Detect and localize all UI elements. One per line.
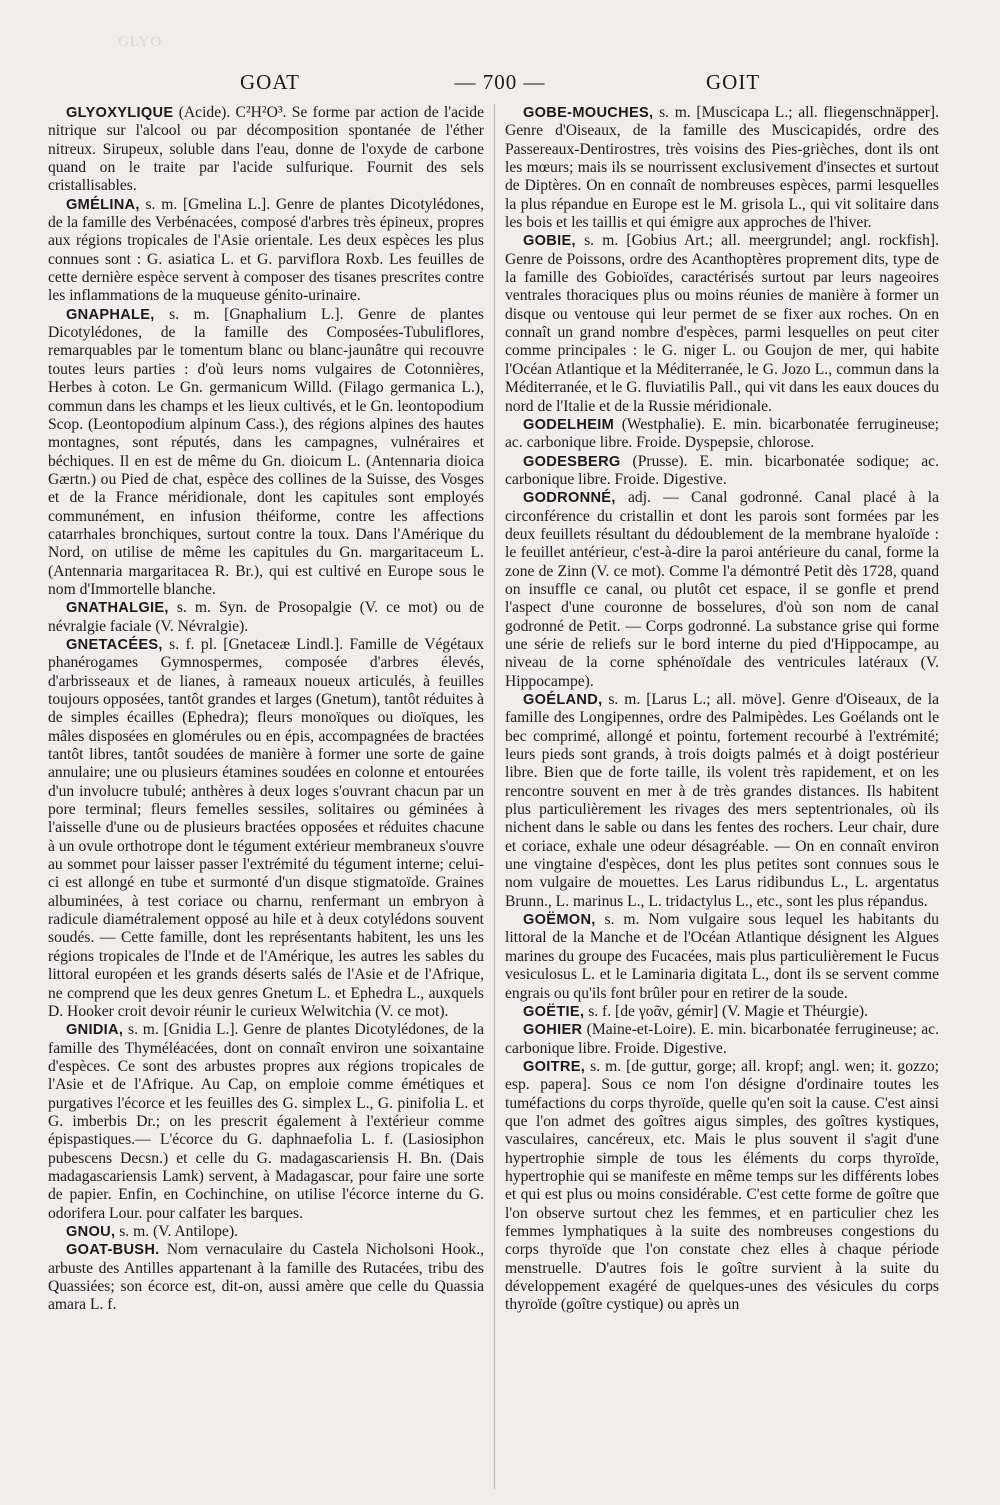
definition: s. m. (V. Antilope).	[115, 1222, 239, 1240]
page-number: — 700 —	[454, 70, 546, 94]
entry-gnathalgie	[48, 599, 484, 636]
entry-goat-bush	[48, 1241, 484, 1314]
entry-gnou	[48, 1223, 484, 1241]
entry-gobe-mouches	[505, 104, 939, 232]
headword: GOAT-BUSH.	[66, 1242, 160, 1259]
headword: GNAPHALE,	[66, 306, 155, 323]
entry-goetie	[505, 1003, 939, 1021]
entry-goeland	[505, 691, 939, 911]
entry-godelheim	[505, 416, 939, 453]
definition: Nom vernaculaire du Castela Nicholsoni Hook., arbuste des Antilles appartenant à la famille des Rutacées, tribu des Quassiées; son écorce est, dit-on, aussi amère que celle du Quassia amara L. f.	[48, 1241, 484, 1314]
entry-godesberg	[505, 453, 939, 490]
definition: s. m. Syn. de Prosopalgie (V. ce mot) ou de névralgie faciale (V. Névralgie).	[48, 599, 484, 635]
entry-gmelina	[48, 196, 484, 306]
headword: GLYOXYLIQUE	[66, 105, 174, 121]
entry-gobie	[505, 232, 939, 415]
headword: GNETACÉES,	[66, 636, 163, 653]
definition: s. f. [de γοᾶν, gémir] (V. Magie et Théurgie).	[584, 1002, 868, 1020]
headword: GOHIER	[523, 1022, 583, 1039]
definition: s. m. [de guttur, gorge; all. kropf; angl. wen; it. gozzo; esp. papera]. Sous ce nom l'on désigne d'ordinaire toutes les tuméfactions du corps thyroïde, quelle qu'en soit la cause. C'est ainsi que l'on admet des goîtres aigus simples, des goîtres kystiques, vasculaires, cancéreux, etc. Mais le plus souvent il s'agit d'une hypertrophie simple de tous les éléments du corps thyroïde, hypertrophie qui se manifeste en même temps sur les différents lobes et qui est plus ou moins considérable. C'est cette forme de goître que l'on observe surtout chez les femmes, et en particulier chez les femmes lymphatiques à la suite des nombreuses congestions du corps thyroïde que l'on constate chez elles à chaque période menstruelle. D'autres fois le goître survient à la suite du développement exagéré de quelques-unes des vésicules du corps thyroïde (goître cystique) ou après un	[505, 1057, 939, 1314]
column-divider	[494, 104, 495, 1489]
entry-godronne	[505, 489, 939, 691]
entry-gnidia	[48, 1021, 484, 1223]
definition: s. m. [Gmelina L.]. Genre de plantes Dicotylédones, de la famille des Verbénacées, composé d'arbres très épineux, propres aux régions tropicales de l'Asie orientale. Les deux espèces les plus connues sont : G. asiatica L. et G. parviflora Roxb. Les feuilles de cette dernière espèce servent à composer des tisanes prescrites contre les inflammations de la muqueuse génito-urinaire.	[48, 195, 484, 305]
right-column	[505, 104, 939, 1494]
header-left-guide-word: GOAT	[240, 70, 300, 94]
definition: s. m. Nom vulgaire sous lequel les habitants du littoral de la Manche et de l'Océan Atlantique désignent les Algues marines du groupe des Fucacées, mais plus particulièrement le Fucus vesiculosus L. et le Laminaria digitata L., dont ils se servent comme engrais ou qu'ils font brûler pour en retirer de la soude.	[505, 911, 939, 1002]
entry-gohier	[505, 1021, 939, 1058]
headword: GODRONNÉ,	[523, 490, 616, 507]
headword: GODELHEIM	[523, 416, 615, 433]
running-header	[0, 70, 1000, 100]
left-column	[48, 104, 484, 1494]
definition: s. m. [Muscicapa L.; all. fliegenschnäpper]. Genre d'Oiseaux, de la famille des Muscicapidés, ordre des Passereaux-Dentirostres, très voisins des Pies-grièches, dont ils ont les mœurs; mais ils se nourrissent exclusivement d'insectes et surtout de Diptères. On en connaît de nombreuses espèces, parmi lesquelles la plus répandue en Europe est le M. grisola L., qui vit solitaire dans les bois et les taillis et qui émigre aux approches de l'hiver.	[505, 104, 939, 232]
entry-glyoxylique	[48, 104, 484, 196]
bleed-through-text: GLYO	[118, 34, 163, 50]
headword: GMÉLINA,	[66, 196, 140, 213]
definition: s. m. [Larus L.; all. möve]. Genre d'Oiseaux, de la famille des Longipennes, ordre des Palmipèdes. Les Goélands ont le bec comprimé, allongé et pointu, fortement recourbé à l'extrémité; leurs pieds sont grands, à trois doigts palmés et à doigt postérieur libre. Bien que de forte taille, ils volent très rapidement, et on les rencontre souvent en mer à de très grandes distances. Ils habitent plus particulièrement les rivages des mers septentrionales, où ils nichent dans le sable ou dans les fentes des rochers. Leur chair, dure et coriace, exhale une odeur désagréable. — On en connaît environ une vingtaine d'espèces, dont les plus petites sont connues sous le nom vulgaire de mouettes. Les Larus ridibundus L., L. argentatus Brunn., L. marinus L., L. tridactylus L., etc., sont les plus répandus.	[505, 691, 939, 910]
headword: GNATHALGIE,	[66, 600, 169, 617]
definition: adj. — Canal godronné. Canal placé à la circonférence du cristallin et dont les parois sont formées par les deux feuillets résultant du dédoublement de la membrane hyaloïde : le feuillet antérieur, c'est-à-dire la paroi antérieure du canal, forme la zone de Zinn (V. ce mot). Comme l'a démontré Petit dès 1728, quand on insuffle ce canal, ou plutôt cet espace, il se gonfle et prend l'aspect d'une couronne de bosselures, d'où son nom de canal godronné de Petit. — Corps godronné. La substance grise qui forme une série de reliefs sur le bord interne du pied d'Hippocampe, au niveau de la corne sphénoïdale des ventricules latéraux (V. Hippocampe).	[505, 489, 939, 690]
definition: (Westphalie). E. min. bicarbonatée ferrugineuse; ac. carbonique libre. Froide. Dyspepsie, chlorose.	[505, 415, 939, 452]
headword: GOËMON,	[523, 912, 596, 929]
headword: GOÉLAND,	[523, 692, 603, 708]
headword: GOBE-MOUCHES,	[523, 105, 654, 121]
headword: GODESBERG	[523, 453, 621, 470]
entry-goemon	[505, 911, 939, 1003]
entry-gnaphale	[48, 306, 484, 600]
headword: GNIDIA,	[66, 1022, 124, 1039]
header-right-guide-word: GOIT	[706, 70, 761, 94]
definition: (Maine-et-Loire). E. min. bicarbonatée ferrugineuse; ac. carbonique libre. Froide. Digestive.	[505, 1021, 939, 1057]
definition: s. m. [Gnaphalium L.]. Genre de plantes Dicotylédones, de la famille des Composées-Tubuliflores, remarquables par le tomentum blanc ou blanc-jaunâtre qui recouvre toutes leurs parties : d'où leurs noms vulgaires de Cotonnières, Herbes à coton. Le Gn. germanicum Willd. (Filago germanica L.), commun dans les champs et les lieux cultivés, et le Gn. leontopodium Scop. (Leontopodium alpinum Cass.), des régions alpines des hautes montagnes, sont réputés, dans les campagnes, vulnéraires et béchiques. Il en est de même du Gn. dioicum L. (Antennaria dioica Gærtn.) ou Pied de chat, espèce des collines de la Suisse, des Vosges et de la France méridionale, dont les capitules sont employés communément, en infusion théiforme, contre les affections catarrhales bronchiques, surtout contre la toux. Dans l'Amérique du Nord, on utilise de même les capitules du Gn. margaritaceum L. (Antennaria margaritacea R. Br.), qui est cultivé en Europe sous le nom d'Immortelle blanche.	[48, 305, 484, 598]
definition: (Acide). C²H²O³. Se forme par action de l'acide nitrique sur l'alcool ou par décomposition spontanée de l'éther nitreux. Sirupeux, soluble dans l'eau, donne de l'oxyde de carbone quand on le traite par l'acide sulfurique. Fournit des sels cristallisables.	[48, 104, 484, 195]
definition: s. f. pl. [Gnetaceæ Lindl.]. Famille de Végétaux phanérogames Gymnospermes, composée d'arbres élevés, d'arbrisseaux et de lianes, à rameaux noueux articulés, à feuilles toujours opposées, tantôt grandes et larges (Gnetum), tantôt réduites à de simples écailles (Ephedra); fleurs monoïques ou dioïques, les mâles disposées en glomérules ou en épis, accompagnées de bractées tantôt libres, tantôt soudées de manière à former une sorte de gaine annulaire; une ou plusieurs étamines soudées en colonne et entourées d'un involucre tubulé; anthères à deux loges s'ouvrant chacun par un pore terminal; fleurs femelles sessiles, solitaires ou géminées à l'aisselle d'une ou de plusieurs bractées opposées et réduites chacune à un ovule orthotrope dont le tégument extérieur membraneux s'ouvre au sommet pour laisser passer l'extrémité du tégument interne; celui-ci est allongé en tube et surmonté d'un disque stigmatoïde. Graines albuminées, à test coriace ou charnu, renfermant un embryon à radicule diamétralement opposé au hile et à deux cotylédons souvent soudés. — Cette famille, dont les représentants habitent, les uns les régions tropicales de l'Inde et de l'Amérique, les autres les sables du littoral européen et les grands déserts salés de l'Asie et de l'Afrique, ne comprend que les deux genres Gnetum L. et Ephedra L., auxquels D. Hooker croit devoir réunir le curieux Welwitchia (V. ce mot).	[48, 635, 484, 1020]
definition: (Prusse). E. min. bicarbonatée sodique; ac. carbonique libre. Froide. Digestive.	[505, 452, 939, 488]
definition: s. m. [Gnidia L.]. Genre de plantes Dicotylédones, de la famille des Thyméléacées, dont on connaît environ une soixantaine d'espèces. Ce sont des arbustes propres aux régions tropicales de l'Asie et de l'Afrique. Au Cap, on emploie comme émétiques et purgatives l'écorce et les feuilles des G. simplex L., G. pinifolia L. et G. imberbis Dr.; on les prescrit également à l'extérieur comme épispastiques.— L'écorce du G. daphnaefolia L. f. (Lasiosiphon pubescens Decsn.) et celle du G. madagascariensis H. Bn. (Dais madagascariensis Lamk) servent, à Madagascar, pour faire une sorte de papier. Enfin, en Cochinchine, on utilise l'écorce interne du G. odorifera Lour. pour calfater les barques.	[48, 1021, 484, 1222]
entry-goitre	[505, 1058, 939, 1315]
entry-gnetacees	[48, 636, 484, 1021]
headword: GNOU,	[66, 1223, 116, 1240]
definition: s. m. [Gobius Art.; all. meergrundel; angl. rockfish]. Genre de Poissons, ordre des Acanthoptères proprement dits, type de la famille des Gobioïdes, caractérisés surtout par leurs nageoires ventrales thoraciques plus ou moins réunies de manière à former un disque ou ventouse qui leur permet de se fixer aux roches. On en connaît un grand nombre d'espèces, parmi lesquelles on peut citer comme principales : le G. niger L. ou Goujon de mer, qui habite l'Océan Atlantique et la Méditerranée, le G. Jozo L., commun dans la Méditerranée, et le G. fluviatilis Pall., qui vit dans les eaux douces du nord de l'Italie et de la Russie méridionale.	[505, 232, 939, 415]
headword: GOITRE,	[523, 1058, 586, 1075]
headword: GOËTIE,	[523, 1003, 585, 1020]
headword: GOBIE,	[523, 233, 576, 250]
